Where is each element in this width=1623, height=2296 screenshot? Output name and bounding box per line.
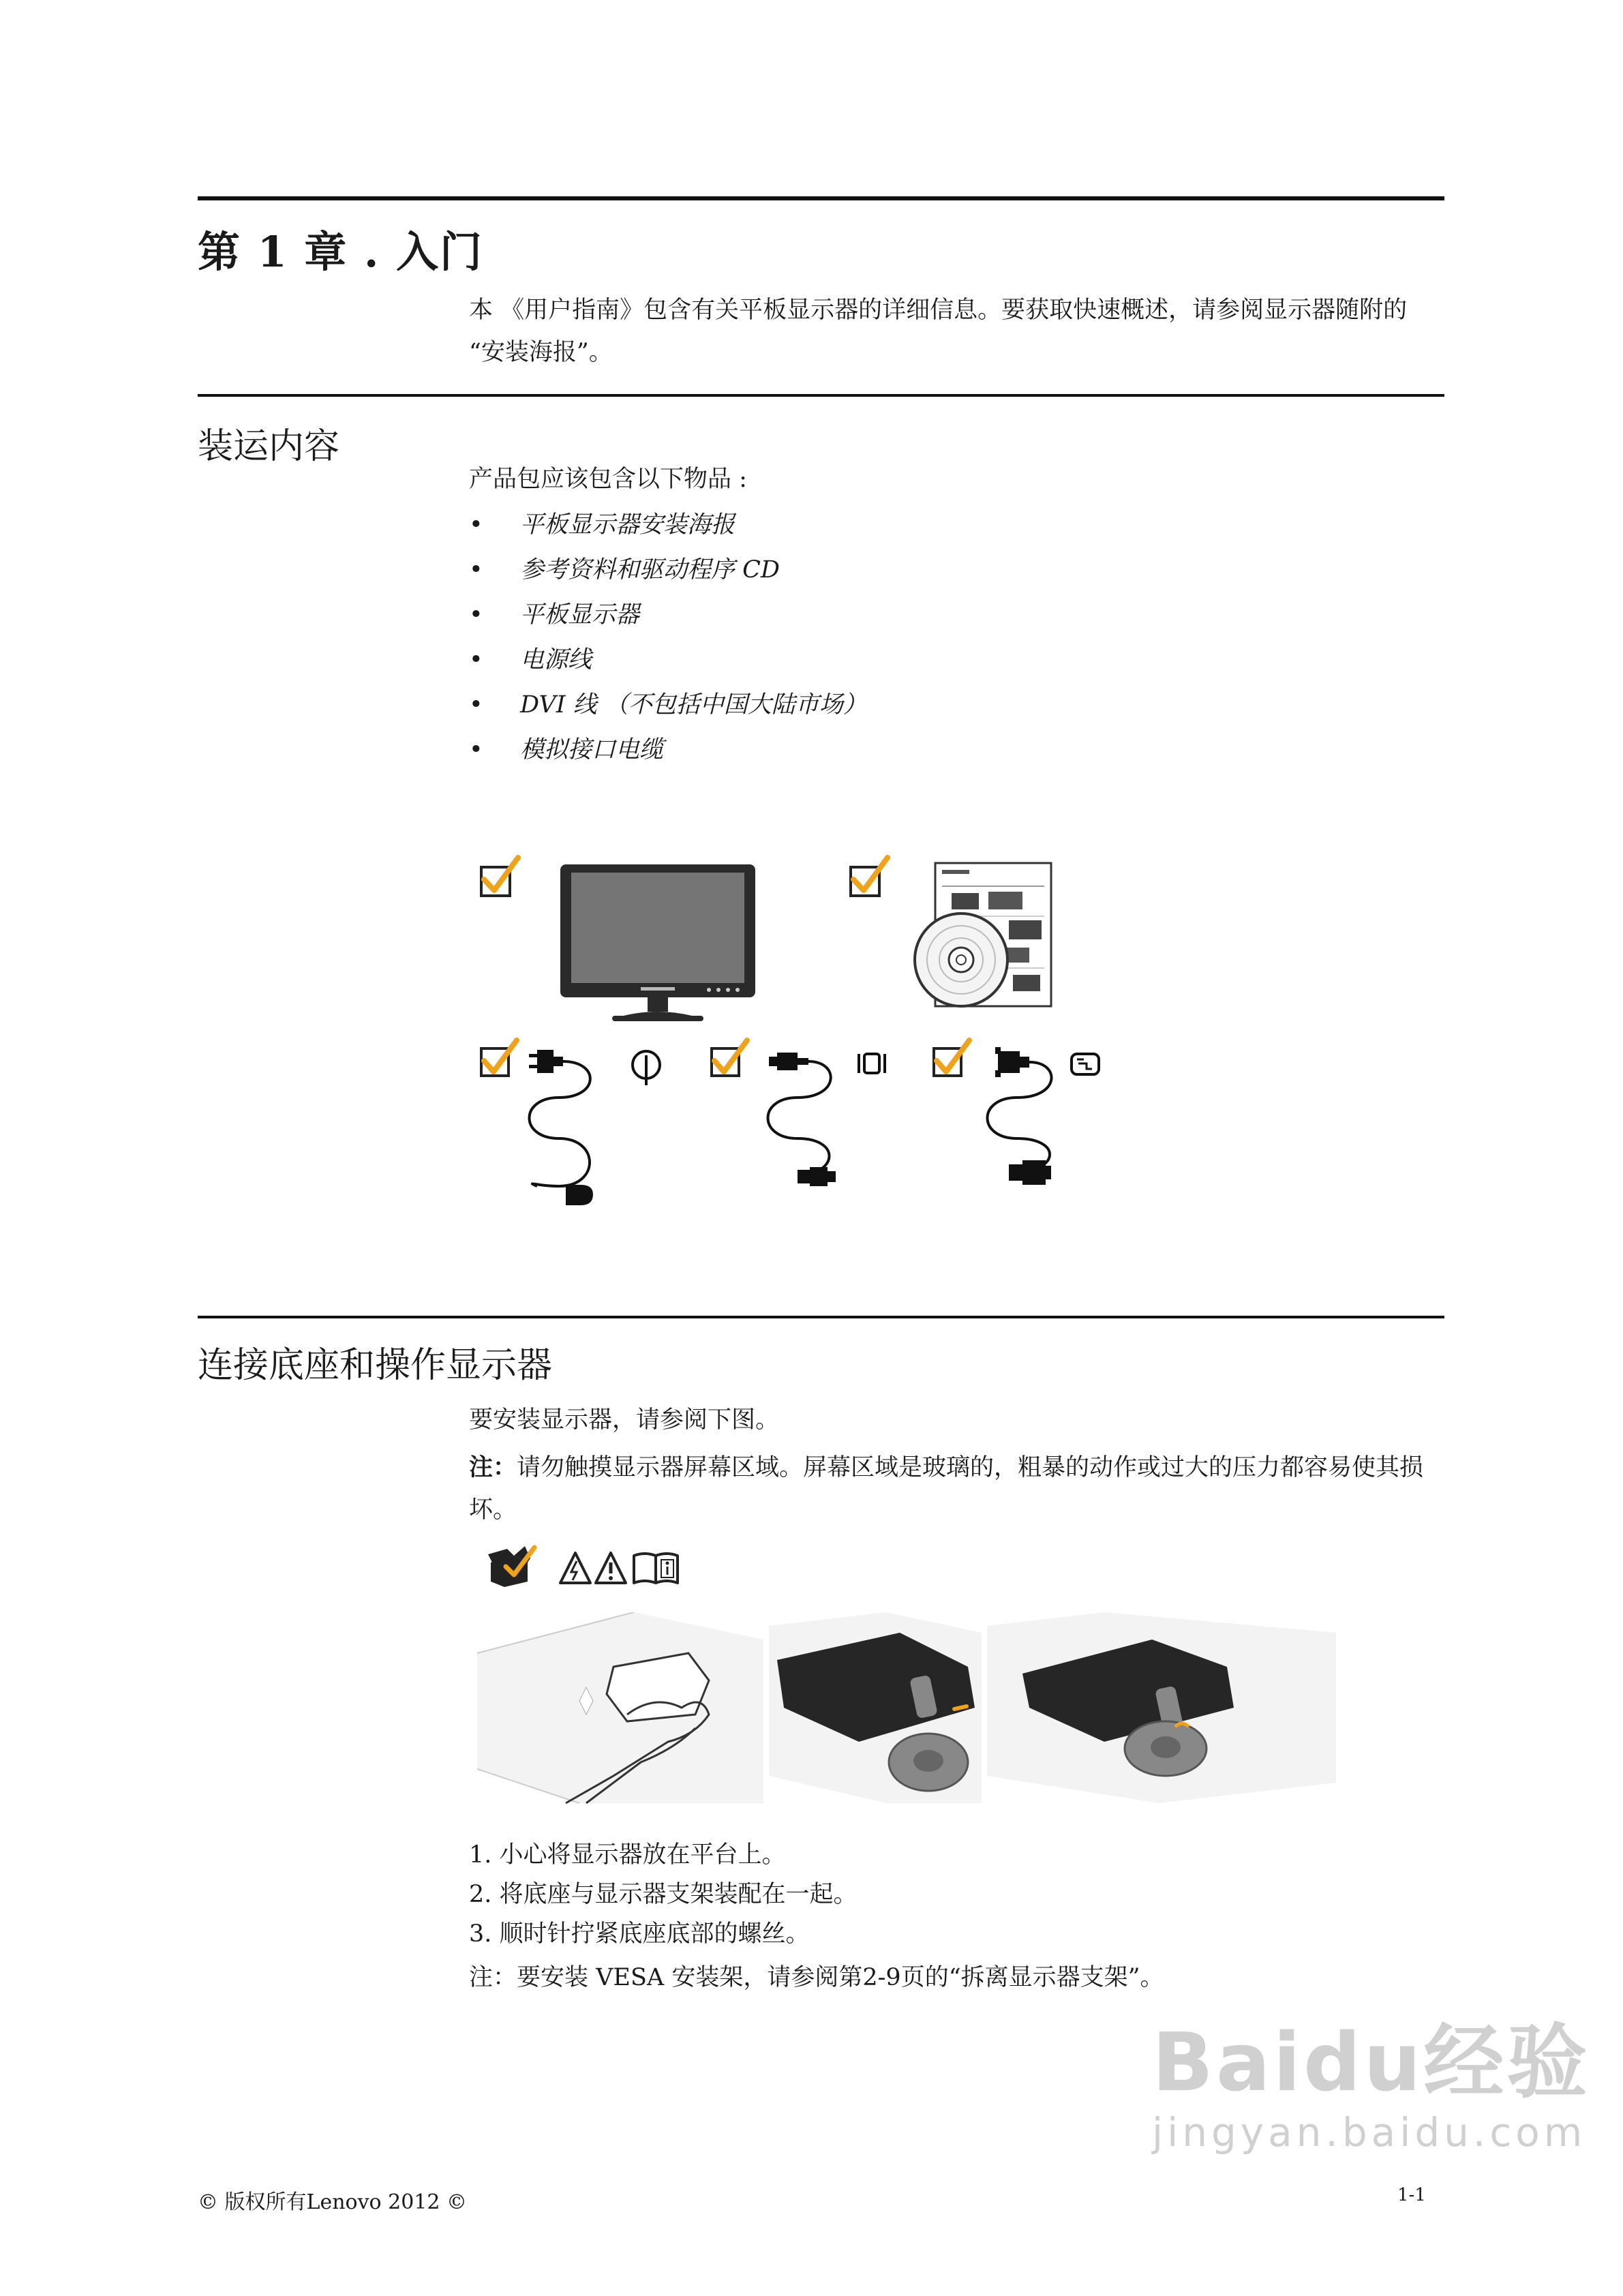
section-rule-assembly bbox=[198, 1316, 1444, 1318]
list-item: • 平板显示器安装海报 bbox=[469, 511, 735, 539]
watermark-main: Baidu经验 bbox=[1152, 2015, 1590, 2109]
safety-icons bbox=[487, 1542, 691, 1590]
package-contents-illustration bbox=[464, 845, 1132, 1213]
page-number: 1-1 bbox=[1397, 2185, 1426, 2205]
note-label: 注： bbox=[469, 1453, 517, 1481]
dvi-cable-checkbox-icon bbox=[712, 1040, 747, 1076]
vga-cable-icon bbox=[988, 1047, 1099, 1185]
power-cable-icon bbox=[529, 1050, 660, 1205]
chapter-intro: 本 《用户指南》包含有关平板显示器的详细信息。要获取快速概述，请参阅显示器随附的 “安装海报”。 bbox=[469, 297, 1408, 366]
assembly-lead: 要安装显示器，请参阅下图。 bbox=[469, 1406, 780, 1434]
chapter-title: 第 1 章 . 入门 bbox=[198, 227, 484, 277]
list-item: • 模拟接口电缆 bbox=[469, 736, 664, 764]
monitor-checkbox-icon bbox=[481, 858, 518, 896]
assembly-steps-illustration bbox=[477, 1612, 1425, 1810]
manual-info-icon bbox=[634, 1554, 678, 1583]
vesa-note: 注：要安装 VESA 安装架，请参阅第2-9页的“拆离显示器支架”。 bbox=[469, 1964, 1164, 1991]
assembly-note bbox=[469, 1447, 1451, 1531]
monitor-icon bbox=[560, 864, 755, 1021]
cd-icon bbox=[915, 913, 1007, 1006]
list-item: • 平板显示器 bbox=[469, 601, 640, 629]
dvi-cable-icon bbox=[768, 1053, 887, 1186]
assembly-step-2: 2. 将底座与显示器支架装配在一起。 bbox=[469, 1881, 858, 1908]
step-3-panel bbox=[987, 1612, 1336, 1803]
power-cable-checkbox-icon bbox=[481, 1040, 517, 1076]
footer-copyright: © 版权所有Lenovo 2012 © bbox=[198, 2190, 468, 2214]
box-unpack-icon bbox=[488, 1546, 534, 1587]
baidu-watermark bbox=[1152, 1997, 1590, 2156]
assembly-step-1: 1. 小心将显示器放在平台上。 bbox=[469, 1841, 786, 1869]
watermark-sub: jingyan.baidu.com bbox=[1152, 2109, 1587, 2156]
caution-warning-icon bbox=[596, 1553, 626, 1583]
poster-checkbox-icon bbox=[851, 858, 888, 896]
step-1-panel bbox=[477, 1612, 763, 1803]
shipping-item-list bbox=[469, 502, 867, 772]
list-item: • 参考资料和驱动程序 CD bbox=[469, 556, 780, 584]
assembly-heading: 连接底座和操作显示器 bbox=[198, 1345, 553, 1386]
shipping-heading: 装运内容 bbox=[198, 426, 340, 467]
top-rule bbox=[198, 196, 1444, 200]
list-item: • 电源线 bbox=[469, 646, 592, 674]
analog-cable-checkbox-icon bbox=[934, 1040, 969, 1076]
assembly-step-3: 3. 顺时针拧紧底座底部的螺丝。 bbox=[469, 1920, 810, 1948]
step-2-panel bbox=[769, 1612, 982, 1803]
electric-warning-icon bbox=[560, 1553, 590, 1583]
note-text: 请勿触摸显示器屏幕区域。屏幕区域是玻璃的，粗暴的动作或过大的压力都容易使其损坏。 bbox=[469, 1454, 1424, 1524]
section-rule-shipping bbox=[198, 394, 1444, 397]
shipping-lead: 产品包应该包含以下物品 : bbox=[469, 466, 747, 493]
list-item: • DVI 线 （不包括中国大陆市场） bbox=[469, 691, 867, 719]
